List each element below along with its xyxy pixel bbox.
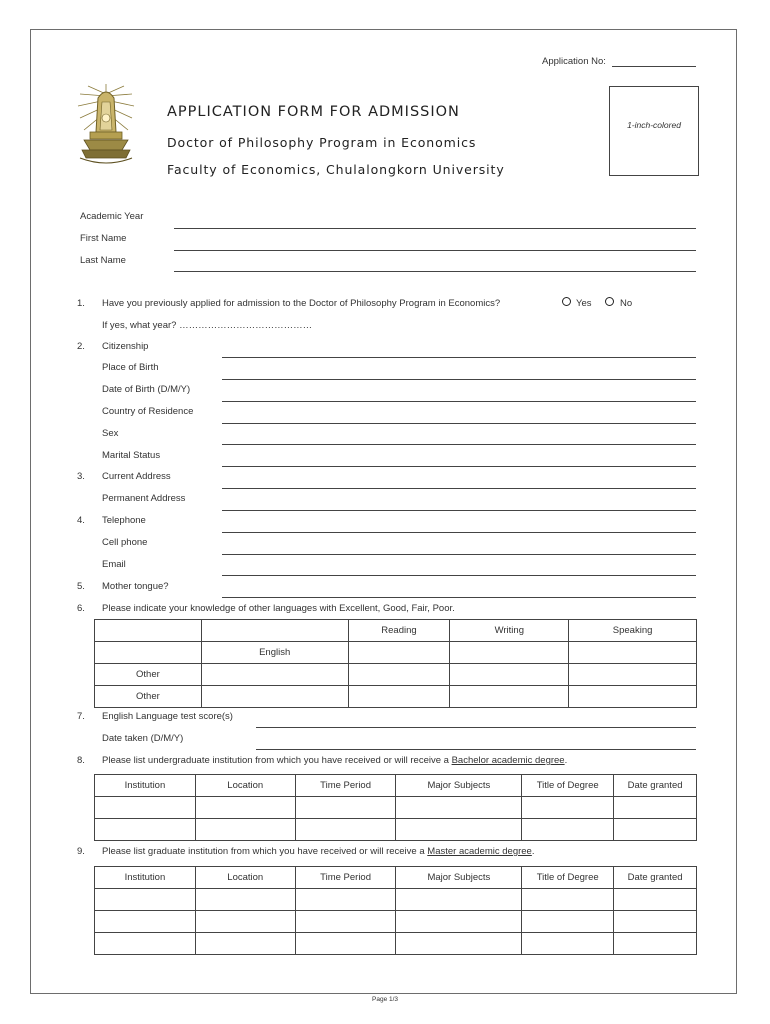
q8-label-end: . (564, 755, 568, 766)
bachelor-header-row (95, 775, 697, 797)
application-no-field[interactable] (612, 66, 696, 67)
program-name: Doctor of Philosophy Program in Economics (167, 135, 477, 150)
master-degree-text: Master academic degree (427, 846, 532, 857)
current-address-label: Current Address (102, 471, 171, 482)
table-row (95, 911, 697, 933)
header-cell (95, 620, 202, 642)
q9-label-text: Please list graduate institution from which you have received or will receive a (102, 846, 428, 857)
first-name-field[interactable] (174, 250, 696, 251)
table-cell[interactable] (569, 664, 697, 686)
q5-number: 5. (77, 581, 85, 592)
q9-label-end: . (531, 846, 535, 857)
permanent-address-label: Permanent Address (102, 493, 186, 504)
email-label: Email (102, 559, 126, 570)
last-name-field[interactable] (174, 271, 696, 272)
q3-number: 3. (77, 471, 85, 482)
table-cell[interactable] (295, 889, 396, 911)
table-cell[interactable] (348, 642, 450, 664)
header-cell: Major Subjects (396, 867, 522, 889)
languages-table (94, 619, 697, 708)
citizenship-label: Citizenship (102, 341, 149, 352)
photo-box[interactable] (609, 86, 699, 176)
q2-number: 2. (77, 341, 85, 352)
cell-phone-label: Cell phone (102, 537, 148, 548)
telephone-label: Telephone (102, 515, 146, 526)
yes-radio[interactable] (562, 297, 571, 306)
application-no-label: Application No: (542, 56, 606, 67)
table-cell: Other (95, 686, 202, 708)
q9-label (102, 846, 534, 857)
date-taken-label: Date taken (D/M/Y) (102, 733, 184, 744)
header-cell: Institution (95, 775, 196, 797)
q6-label: Please indicate your knowledge of other languages with Excellent, Good, Fair, Poor. (102, 603, 455, 614)
table-cell[interactable] (95, 911, 196, 933)
table-cell[interactable] (522, 889, 614, 911)
table-cell[interactable] (195, 911, 295, 933)
table-cell[interactable] (450, 686, 569, 708)
date-of-birth-label: Date of Birth (D/M/Y) (102, 384, 191, 395)
test-score-field[interactable] (256, 727, 696, 728)
first-name-label: First Name (80, 233, 127, 244)
header-cell: Location (195, 867, 295, 889)
table-cell[interactable] (396, 911, 522, 933)
table-cell: English (201, 642, 348, 664)
no-radio[interactable] (605, 297, 614, 306)
table-cell[interactable] (614, 933, 697, 955)
q1-question: Have you previously applied for admission to the Doctor of Philosophy Program in Economics? (102, 298, 501, 309)
table-cell: Other (95, 664, 202, 686)
header-cell: Date granted (614, 775, 697, 797)
table-row (95, 664, 697, 686)
table-cell[interactable] (295, 819, 396, 841)
last-name-label: Last Name (80, 255, 126, 266)
date-of-birth-field[interactable] (222, 401, 696, 402)
header-cell: Major Subjects (396, 775, 522, 797)
academic-year-field[interactable] (174, 228, 696, 229)
table-row (95, 642, 697, 664)
table-cell[interactable] (295, 911, 396, 933)
master-header-row (95, 867, 697, 889)
table-cell[interactable] (569, 642, 697, 664)
table-cell[interactable] (195, 797, 295, 819)
table-cell[interactable] (614, 797, 697, 819)
date-taken-field[interactable] (256, 749, 696, 750)
sex-label: Sex (102, 428, 119, 439)
table-cell[interactable] (201, 664, 348, 686)
marital-status-label: Marital Status (102, 450, 161, 461)
languages-header-row (95, 620, 697, 642)
current-address-field[interactable] (222, 488, 696, 489)
university-seal-logo (76, 84, 136, 172)
table-cell[interactable] (396, 889, 522, 911)
test-score-label: English Language test score(s) (102, 711, 233, 722)
table-cell[interactable] (522, 797, 614, 819)
table-cell[interactable] (522, 819, 614, 841)
table-cell[interactable] (95, 933, 196, 955)
header-cell: Title of Degree (522, 775, 614, 797)
table-cell[interactable] (396, 819, 522, 841)
header-cell (201, 620, 348, 642)
q1-followup: If yes, what year? …………………………………… (102, 320, 313, 331)
q8-label (102, 755, 567, 766)
q9-number: 9. (77, 846, 85, 857)
table-cell[interactable] (295, 933, 396, 955)
table-cell[interactable] (396, 933, 522, 955)
header-cell: Date granted (614, 867, 697, 889)
telephone-field[interactable] (222, 532, 696, 533)
q1-number: 1. (77, 298, 85, 309)
table-cell[interactable] (450, 664, 569, 686)
table-row (95, 933, 697, 955)
photo-label: 1-inch-colored (627, 120, 681, 130)
country-of-residence-field[interactable] (222, 423, 696, 424)
header-cell: Title of Degree (522, 867, 614, 889)
q8-number: 8. (77, 755, 85, 766)
cell-phone-field[interactable] (222, 554, 696, 555)
header-cell: Writing (450, 620, 569, 642)
place-of-birth-label: Place of Birth (102, 362, 159, 373)
page-number: Page 1/3 (372, 996, 399, 1003)
table-cell[interactable] (348, 686, 450, 708)
header-cell: Time Period (295, 867, 396, 889)
yes-label: Yes (576, 298, 592, 309)
mother-tongue-field[interactable] (222, 597, 696, 598)
table-cell[interactable] (95, 797, 196, 819)
q6-number: 6. (77, 603, 85, 614)
q8-label-text: Please list undergraduate institution from which you have received or will receive a (102, 755, 452, 766)
table-cell[interactable] (614, 819, 697, 841)
q7-number: 7. (77, 711, 85, 722)
table-cell[interactable] (195, 889, 295, 911)
table-cell[interactable] (195, 819, 295, 841)
table-cell[interactable] (569, 686, 697, 708)
table-cell[interactable] (614, 911, 697, 933)
table-cell[interactable] (614, 889, 697, 911)
table-row (95, 889, 697, 911)
header-cell: Time Period (295, 775, 396, 797)
table-cell[interactable] (295, 797, 396, 819)
table-cell[interactable] (95, 889, 196, 911)
master-table (94, 866, 697, 955)
table-cell[interactable] (522, 933, 614, 955)
no-label: No (620, 298, 633, 309)
permanent-address-field[interactable] (222, 510, 696, 511)
table-cell[interactable] (522, 911, 614, 933)
table-cell[interactable] (450, 642, 569, 664)
table-cell[interactable] (195, 933, 295, 955)
table-cell[interactable] (396, 797, 522, 819)
email-field[interactable] (222, 575, 696, 576)
academic-year-label: Academic Year (80, 211, 144, 222)
table-row (95, 819, 697, 841)
table-cell[interactable] (95, 819, 196, 841)
table-row (95, 797, 697, 819)
place-of-birth-field[interactable] (222, 379, 696, 380)
table-row (95, 686, 697, 708)
table-cell[interactable] (95, 642, 202, 664)
citizenship-field[interactable] (222, 357, 696, 358)
header-cell: Speaking (569, 620, 697, 642)
header-cell: Reading (348, 620, 450, 642)
mother-tongue-label: Mother tongue? (102, 581, 169, 592)
bachelor-table (94, 774, 697, 841)
faculty-name: Faculty of Economics, Chulalongkorn University (167, 162, 505, 177)
marital-status-field[interactable] (222, 466, 696, 467)
sex-field[interactable] (222, 444, 696, 445)
q4-number: 4. (77, 515, 85, 526)
header-cell: Institution (95, 867, 196, 889)
bachelor-degree-text: Bachelor academic degree (451, 755, 565, 766)
table-cell[interactable] (348, 664, 450, 686)
form-title: APPLICATION FORM FOR ADMISSION (167, 104, 460, 120)
table-cell[interactable] (201, 686, 348, 708)
country-of-residence-label: Country of Residence (102, 406, 194, 417)
header-cell: Location (195, 775, 295, 797)
